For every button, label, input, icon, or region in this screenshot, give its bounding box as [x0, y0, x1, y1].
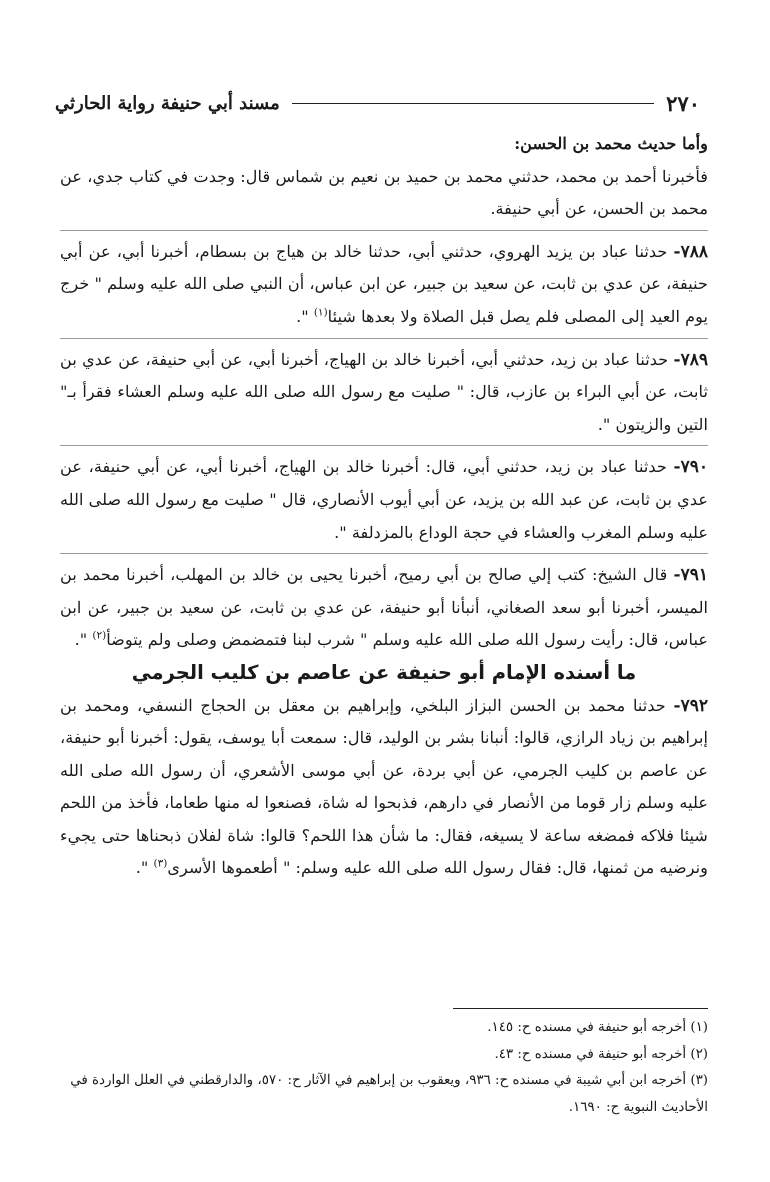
hadith-788: [60, 236, 708, 334]
footnote-ref: (٣): [153, 858, 168, 871]
hadith-number: ٧٩٢-: [673, 695, 708, 716]
hadith-text: حدثنا عباد بن يزيد الهروي، حدثني أبي، حدثنا خالد بن هياج بن بسطام، أخبرنا أبي، عن أبي حنيفة، عن عدي بن ثابت، عن سعيد بن جبير، عن ابن عباس، أن النبي صلى الله عليه وسلم " خرج يوم العيد إلى المصلى فلم يصل قبل الصلاة ولا بعدها شيئا: [60, 241, 708, 326]
header-rule: [292, 103, 654, 104]
footnote-2: (٢) أخرجه أبو حنيفة في مسنده ح: ٤٣.: [494, 1046, 708, 1062]
hadith-text: حدثنا عباد بن زيد، حدثني أبي، قال: أخبرنا خالد بن الهياج، أخبرنا أبي، عن أبي حنيفة، عن عدي بن ثابت، عن عبد الله بن يزيد، عن أبي أيوب الأنصاري، قال " صليت مع رسول الله صلى الله عليه وسلم المغرب والعشاء في حجة الوداع بالمزدلفة ".: [60, 457, 708, 542]
hadith-text: حدثنا عباد بن زيد، حدثني أبي، أخبرنا خالد بن الهياج، أخبرنا أبي، عن أبي حنيفة، عن عدي بن ثابت، عن أبي البراء بن عازب، قال: " صليت مع رسول الله صلى الله عليه وسلم العشاء فقرأ بـ" التين والزيتون ".: [60, 349, 708, 434]
page-header: [55, 86, 700, 120]
hadith-792: [60, 690, 708, 886]
hadith-text: قال الشيخ: كتب إلي صالح بن أبي رميح، أخبرنا يحيى بن خالد بن المهلب، أخبرنا محمد بن الميسر، أخبرنا أبو سعد الصغاني، أنبأنا أبو حنيفة، عن عدي بن ثابت، عن سعيد بن جبير، عن ابن عباس، قال: رأيت رسول الله صلى الله عليه وسلم " شرب لبنا فتمضمض وصلى ولم يتوضأ: [60, 565, 708, 650]
hadith-number: ٧٨٩-: [673, 349, 708, 370]
footnote-3: (٣) أخرجه ابن أبي شيبة في مسنده ح: ٩٣٦، ويعقوب بن إبراهيم في الآثار ح: ٥٧٠، والدارقطني في العلل الواردة في الأحاديث النبوية ح: ١٦٩٠.: [70, 1073, 708, 1115]
hadith-number: ٧٨٨-: [673, 241, 708, 262]
hadith-ending: ".: [296, 306, 314, 326]
page-number: ٢٧٠: [666, 90, 700, 116]
divider: [60, 553, 708, 554]
hadith-791: [60, 559, 708, 657]
footnote-ref: (١): [313, 306, 328, 319]
intro-subheading: وأما حديث محمد بن الحسن:: [514, 134, 708, 153]
footnote-1: (١) أخرجه أبو حنيفة في مسنده ح: ١٤٥.: [487, 1020, 708, 1035]
intro-paragraph: فأخبرنا أحمد بن محمد، حدثني محمد بن حميد بن نعيم بن شماس قال: وجدت في كتاب جدي، عن محمد بن الحسن، عن أبي حنيفة.: [60, 166, 708, 219]
hadith-text: حدثنا محمد بن الحسن البزاز البلخي، وإبراهيم بن معقل بن الحجاج النسفي، ومحمد بن إبراهيم بن زياد الرازي، قالوا: أنبانا بشر بن الوليد، قال: سمعت أبا يوسف، يقول: أخبرنا أبو حنيفة، عن عاصم بن كليب الجرمي، عن أبي بردة، عن أبي موسى الأشعري، أن رسول الله صلى الله عليه وسلم زار قوما من الأنصار في دارهم، فذبحوا له شاة، فصنعوا له منها طعاما، فأخذ من اللحم شيئا فلاكه فمضغه ساعة لا يسيغه، فقال: ما شأن هذا اللحم؟ قالوا: شاة لفلان ذبحناها حتى يجيء ونرضيه من ثمنها، قال: فقال رسول الله صلى الله عليه وسلم: " أطعموها الأسرى: [60, 695, 708, 878]
hadith-number: ٧٩١-: [673, 565, 709, 586]
hadith-790: [60, 451, 708, 549]
hadith-ending: ".: [74, 630, 93, 650]
footnotes: [62, 1008, 708, 1121]
hadith-number: ٧٩٠-: [673, 457, 708, 478]
running-title: مسند أبي حنيفة رواية الحارثي: [55, 92, 280, 114]
divider: [60, 445, 708, 446]
divider: [60, 230, 708, 231]
hadith-789: [60, 344, 708, 442]
footnote-ref: (٢): [92, 629, 107, 642]
section-heading: ما أسنده الإمام أبو حنيفة عن عاصم بن كليب الجرمي: [131, 660, 637, 684]
hadith-ending: ".: [135, 858, 154, 878]
footnote-rule: [453, 1008, 708, 1009]
divider: [60, 338, 708, 339]
main-text: [60, 128, 708, 885]
